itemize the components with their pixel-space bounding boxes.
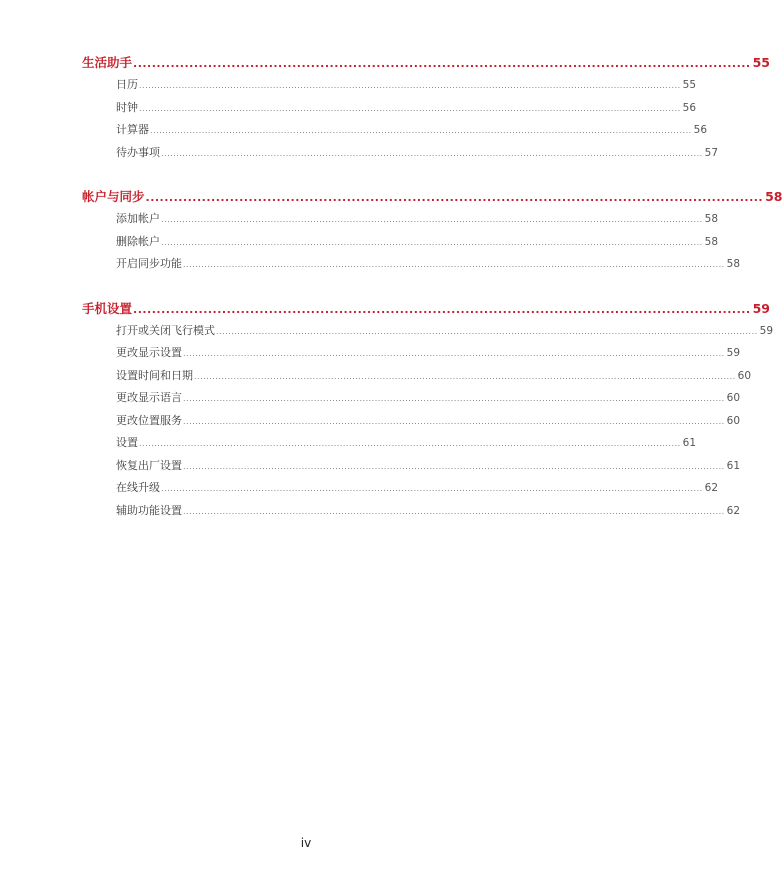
dot-leader: ..................................................................................................................................................................................: [183, 349, 725, 358]
entry-page-number: 58: [726, 258, 741, 270]
toc-section-heading[interactable]: [82, 53, 771, 73]
dot-leader: ..................................................................................................................................................................................: [139, 439, 681, 448]
dot-leader: ..................................................................................................................................................................................: [183, 506, 725, 516]
dot-leader: ....................................................................................................................................: [133, 57, 751, 70]
toc-entry[interactable]: [116, 144, 719, 167]
toc-section-heading[interactable]: [82, 187, 783, 207]
dot-leader: ..................................................................................................................................................................................: [194, 371, 736, 381]
entry-page-number: 59: [759, 324, 774, 337]
entry-page-number: 60: [726, 392, 741, 404]
toc-entry[interactable]: [116, 502, 741, 525]
toc-section-phone-settings: [82, 299, 774, 525]
toc-section-heading[interactable]: [82, 299, 771, 319]
dot-leader: ....................................................................................................................................: [133, 302, 751, 316]
toc-entry[interactable]: [116, 233, 719, 256]
entry-page-number: 56: [682, 101, 697, 114]
entry-label: 在线升级: [116, 481, 160, 494]
toc-entry[interactable]: [116, 76, 697, 99]
dot-leader: ..................................................................................................................................................................................: [161, 215, 703, 224]
dot-leader: ..................................................................................................................................................................................: [161, 484, 703, 493]
toc-entry[interactable]: [116, 99, 697, 122]
entry-label: 设置: [116, 436, 138, 449]
dot-leader: ..................................................................................................................................................................................: [183, 394, 725, 403]
toc-entry[interactable]: [116, 344, 741, 367]
section-page-number: 55: [752, 55, 771, 70]
entry-label: 更改显示语言: [116, 391, 182, 404]
toc-section-accounts-sync: [82, 187, 783, 278]
dot-leader: ..................................................................................................................................................................................: [183, 461, 725, 471]
entry-label: 删除帐户: [116, 234, 160, 248]
dot-leader: ..................................................................................................................................................................................: [183, 416, 725, 426]
entry-label: 恢复出厂设置: [116, 458, 182, 472]
entry-label: 待办事项: [116, 145, 160, 159]
entry-label: 设置时间和日期: [116, 368, 193, 382]
dot-leader: ..................................................................................................................................................................................: [139, 103, 681, 113]
entry-label: 计算器: [116, 123, 149, 136]
entry-page-number: 60: [737, 369, 752, 382]
section-title: 帐户与同步: [82, 189, 145, 204]
entry-label: 更改显示设置: [116, 346, 182, 359]
entry-label: 更改位置服务: [116, 413, 182, 427]
toc-entry[interactable]: [116, 322, 774, 345]
dot-leader: ..................................................................................................................................................................................: [161, 148, 703, 158]
toc-entry[interactable]: [116, 210, 719, 233]
section-page-number: 59: [752, 300, 771, 316]
dot-leader: ..................................................................................................................................................................................: [216, 326, 758, 336]
dot-leader: ..................................................................................................................................................................................: [161, 237, 703, 247]
entry-page-number: 60: [726, 414, 741, 427]
entry-label: 打开或关闭飞行模式: [116, 323, 215, 337]
dot-leader: ....................................................................................................................................: [145, 191, 764, 204]
toc-entry[interactable]: [116, 479, 719, 502]
entry-page-number: 56: [693, 124, 708, 136]
toc-entry[interactable]: [116, 255, 741, 278]
entry-label: 日历: [116, 78, 138, 91]
entry-page-number: 57: [704, 146, 719, 159]
entry-page-number: 62: [726, 504, 741, 517]
toc-section-life-assistant: [82, 53, 771, 166]
entry-page-number: 58: [704, 213, 719, 225]
toc-entry[interactable]: [116, 389, 741, 412]
entry-label: 时钟: [116, 100, 138, 114]
entry-page-number: 61: [682, 437, 697, 449]
entry-page-number: 55: [682, 79, 697, 91]
dot-leader: ..................................................................................................................................................................................: [150, 126, 692, 135]
section-title: 手机设置: [82, 300, 133, 316]
entry-page-number: 58: [704, 235, 719, 248]
dot-leader: ..................................................................................................................................................................................: [139, 81, 681, 90]
entry-label: 辅助功能设置: [116, 503, 182, 517]
toc-entry[interactable]: [116, 121, 708, 144]
entry-page-number: 61: [726, 459, 741, 472]
entry-label: 添加帐户: [116, 212, 160, 225]
toc-entry[interactable]: [116, 434, 697, 457]
section-title: 生活助手: [82, 55, 133, 70]
entry-page-number: 59: [726, 347, 741, 359]
dot-leader: ..................................................................................................................................................................................: [183, 260, 725, 269]
toc-entry[interactable]: [116, 367, 752, 390]
entry-label: 开启同步功能: [116, 257, 182, 270]
table-of-contents: [82, 53, 783, 545]
entry-page-number: 62: [704, 482, 719, 494]
page-number: iv: [300, 836, 312, 850]
toc-entry[interactable]: [116, 412, 741, 435]
toc-entry[interactable]: [116, 457, 741, 480]
section-page-number: 58: [765, 189, 783, 204]
